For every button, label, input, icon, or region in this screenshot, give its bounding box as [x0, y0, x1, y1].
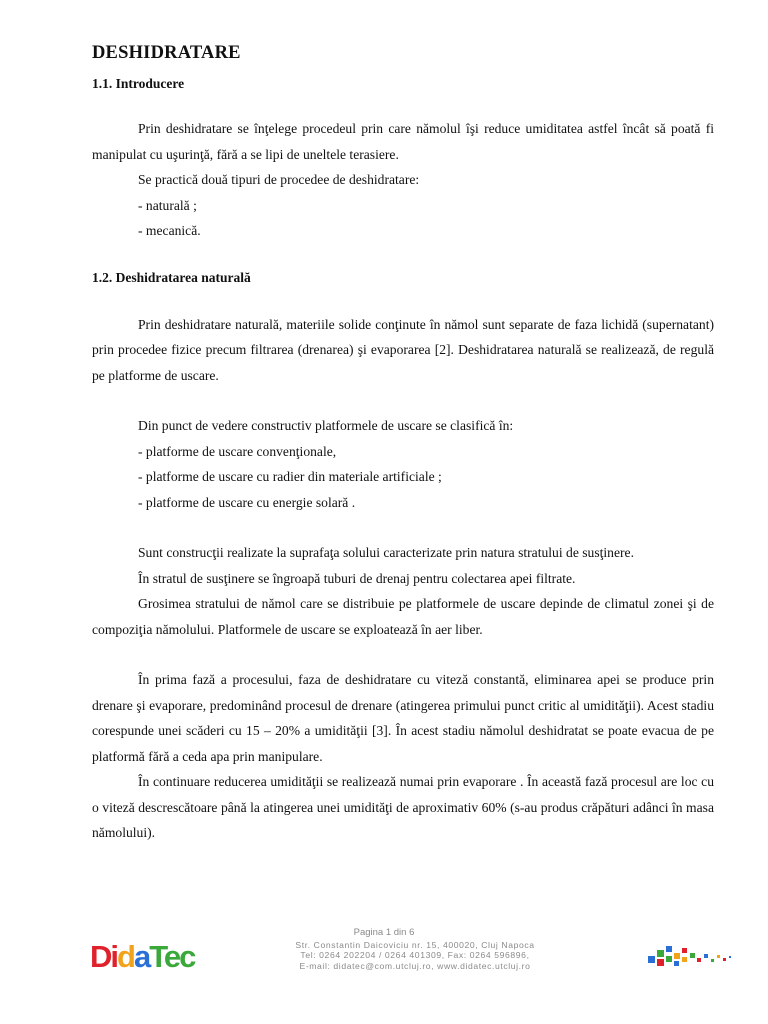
paragraph: În prima fază a procesului, faza de deshidratare cu viteză constantă, eliminarea apei se produce prin drenare şi evaporare, predominând procesul de drenare (atingerea primului punct critic al umidităţii). Acest stadiu corespunde unei scăderi cu 15 – 20% a umidităţii [3]. În acest stadiu nămolul deshidratat se poate evacua de pe platformă fără a ceda apa prin manipulare. — [92, 672, 714, 764]
list-item: - mecanică. — [138, 223, 201, 238]
paragraph: Prin deshidratare naturală, materiile solide conţinute în nămol sunt separate de faza lichidă (supernatant) prin procedee fizice precum filtrarea (drenarea) şi evaporarea [2]. Deshidratarea naturală se realizează, de regulă pe platforme de uscare. — [92, 316, 714, 383]
paragraph: În continuare reducerea umidităţii se realizează numai prin evaporare . În această fază procesul are loc cu o viteză descrescătoare până la atingerea unei umidităţi de aproximativ 60% (s-au produs crăpături adânci în masa nămolului). — [92, 774, 714, 840]
list-item: - naturală ; — [138, 197, 197, 213]
pixel-logo-icon — [648, 944, 738, 968]
section-heading-deshidratarea-naturala: 1.2. Deshidratarea naturală — [92, 269, 251, 285]
didatec-logo: DidaTec — [90, 939, 195, 974]
list-item: - platforme de uscare convenţionale, — [138, 443, 337, 459]
paragraph: Sunt construcţii realizate la suprafaţa solului caracterizate prin natura stratului de susţinere. — [138, 545, 634, 560]
document-page — [92, 38, 714, 846]
list-item: - platforme de uscare cu radier din materiale artificiale ; — [138, 469, 442, 484]
paragraph: Prin deshidratare se înţelege procedeul prin care nămolul îşi reduce umiditatea astfel încât să poată fi manipulat cu uşurinţă, fără a se lipi de uneltele terasiere. — [92, 121, 714, 162]
paragraph: Grosimea stratului de nămol care se distribuie pe platformele de uscare depinde de climatul zonei şi de compoziţia nămolului. Platformele de uscare se exploatează în aer liber. — [92, 596, 714, 637]
document-title: DESHIDRATARE — [92, 43, 241, 63]
contact-line: Tel: 0264 202204 / 0264 401309, Fax: 0264 596896, — [300, 950, 530, 961]
section-heading-introducere: 1.1. Introducere — [92, 76, 185, 91]
address-line: Str. Constantin Daicoviciu nr. 15, 400020, Cluj Napoca — [295, 940, 535, 950]
email-line: E-mail: didatec@com.utcluj.ro, www.didatec.utcluj.ro — [299, 960, 531, 971]
paragraph: Se practică două tipuri de procedee de deshidratare: — [138, 172, 420, 187]
page-footer — [0, 924, 768, 984]
paragraph: În stratul de susţinere se îngroapă tuburi de drenaj pentru colectarea apei filtrate. — [138, 570, 576, 586]
paragraph: Din punct de vedere constructiv platformele de uscare se clasifică în: — [138, 418, 514, 433]
page-number: Pagina 1 din 6 — [353, 927, 415, 938]
footer-address — [275, 940, 555, 971]
list-item: - platforme de uscare cu energie solară . — [138, 494, 356, 510]
